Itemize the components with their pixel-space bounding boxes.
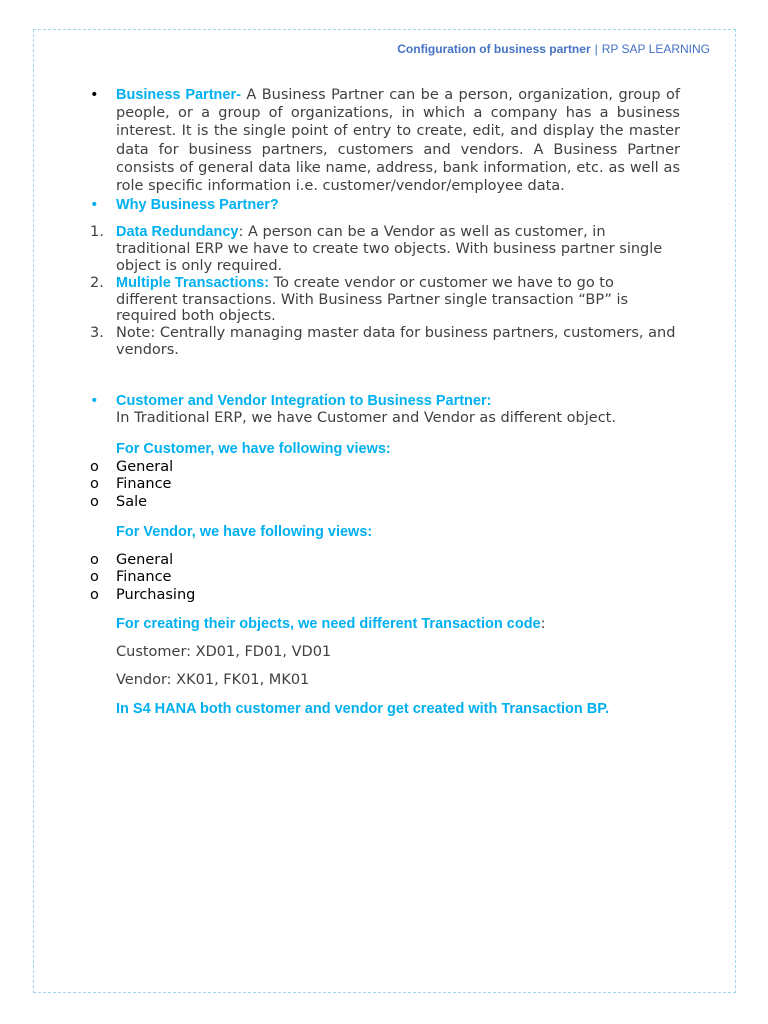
- customer-views-list: [90, 459, 680, 512]
- why-bp-item: [90, 196, 680, 214]
- list-marker: o: [90, 493, 99, 510]
- bullet-marker: •: [90, 197, 99, 214]
- cvi-item: [90, 393, 680, 427]
- vendor-views-heading: For Vendor, we have following views:: [116, 524, 373, 541]
- vendor-tcodes: Vendor: XK01, FK01, MK01: [116, 672, 310, 689]
- cvi-text: In Traditional ERP, we have Customer and Vendor as different object.: [116, 409, 616, 426]
- header-separator: |: [594, 42, 598, 56]
- page-header: [397, 42, 710, 56]
- bullet-marker: •: [90, 392, 99, 409]
- list-item: o Finance: [90, 569, 172, 586]
- list-item: [90, 325, 680, 359]
- list-marker: o: [90, 569, 99, 586]
- list-number: 3.: [90, 325, 104, 342]
- tcode-heading: For creating their objects, we need different Transaction code:: [116, 615, 546, 632]
- list-item: o Purchasing: [90, 587, 196, 604]
- header-title: Configuration of business partner: [397, 42, 591, 56]
- vendor-views-list: [90, 552, 680, 605]
- customer-views-heading: For Customer, we have following views:: [116, 441, 391, 458]
- list-item: [90, 224, 680, 274]
- reason-text: Note: Centrally managing master data for business partners, customers, and vendors.: [116, 325, 676, 358]
- list-marker: o: [90, 476, 99, 493]
- document-body: [90, 86, 680, 718]
- reason-term: Multiple Transactions:: [116, 274, 270, 291]
- cvi-heading: Customer and Vendor Integration to Business Partner:: [116, 392, 492, 409]
- why-bp-heading: Why Business Partner?: [116, 197, 279, 214]
- header-subtitle: RP SAP LEARNING: [601, 42, 710, 56]
- list-marker: o: [90, 458, 99, 475]
- reason-text: To create vendor or customer we have to go to different transactions. With Business Partner single transaction “BP” is required both objects.: [116, 274, 629, 325]
- list-marker: o: [90, 551, 99, 568]
- customer-tcodes: Customer: XD01, FD01, VD01: [116, 644, 332, 661]
- list-item: [90, 275, 680, 325]
- bp-term: Business Partner-: [116, 87, 241, 103]
- reason-term: Data Redundancy: [116, 224, 239, 241]
- bp-definition-item: [90, 86, 680, 195]
- bullet-marker: •: [90, 87, 99, 103]
- reasons-list: [90, 224, 680, 358]
- list-marker: o: [90, 587, 99, 604]
- list-item: o General: [90, 551, 174, 568]
- reason-text: : A person can be a Vendor as well as customer, in traditional ERP we have to create two objects. With business partner single object is only required.: [116, 224, 663, 275]
- list-item: o General: [90, 458, 174, 475]
- s4-hana-note: In S4 HANA both customer and vendor get created with Transaction BP.: [116, 700, 610, 717]
- bp-text: A Business Partner can be a person, organization, group of people, or a group of organizations, in which a company has a business interest. It is the single point of entry to create, edit, and display the master data for business partners, customers and vendors. A Business Partner consists of general data like name, address, bank information, etc. as well as role specific information i.e. customer/vendor/employee data.: [116, 87, 680, 195]
- list-item: o Sale: [90, 493, 148, 510]
- list-number: 2.: [90, 274, 104, 291]
- list-number: 1.: [90, 224, 104, 241]
- list-item: o Finance: [90, 476, 172, 493]
